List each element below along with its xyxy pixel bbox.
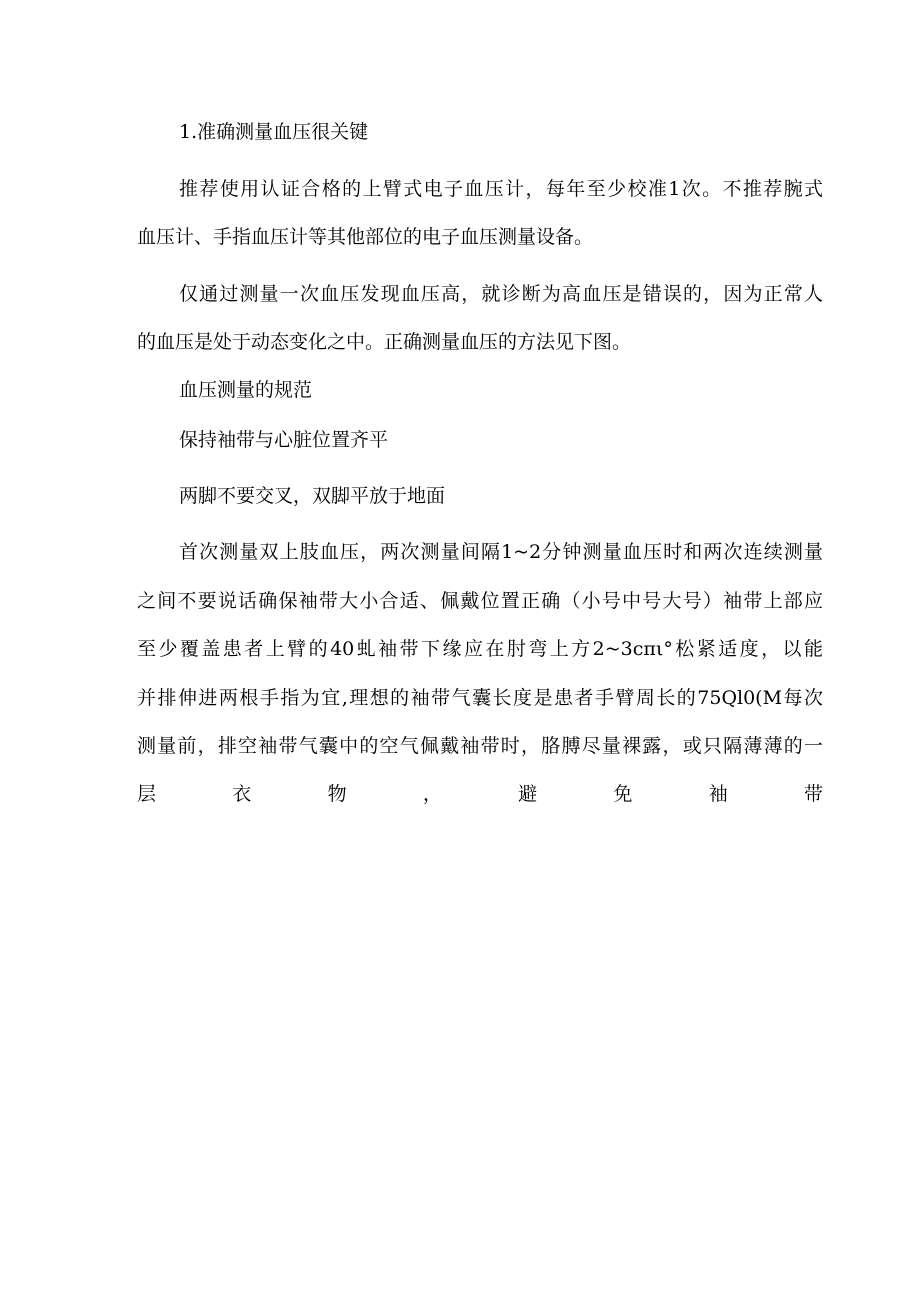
list-item-3: 两脚不要交叉，双脚平放于地面 xyxy=(179,485,446,507)
char-2: 衣 xyxy=(232,783,252,805)
list-item-1: 血压测量的规范 xyxy=(179,379,313,401)
paragraph-2-line-1: 仅通过测量一次血压发现血压高，就诊断为高血压是错误的，因为正常人 xyxy=(179,283,823,305)
paragraph-3-line-1: 首次测量双上肢血压，两次测量间隔1~2分钟测量血压时和两次连续测量 xyxy=(179,541,823,563)
char-4: ， xyxy=(422,783,442,805)
char-8: 带 xyxy=(803,783,823,805)
paragraph-3-line-5: 测量前，排空袖带气囊中的空气佩戴袖带时，胳膊尽量裸露，或只隔薄薄的一 xyxy=(137,735,823,757)
paragraph-3-line-3: 至少覆盖患者上臂的40虬袖带下缘应在肘弯上方2~3cπι°松紧适度，以能 xyxy=(137,638,823,660)
section-heading: 1.准确测量血压很关键 xyxy=(179,121,369,143)
paragraph-3-line-4: 并排伸进两根手指为宜,理想的袖带气囊长度是患者手臂周长的75Ql0(M每次 xyxy=(137,687,823,709)
char-5: 避 xyxy=(518,783,538,805)
char-3: 物 xyxy=(327,783,347,805)
paragraph-3-line-2: 之间不要说话确保袖带大小合适、佩戴位置正确（小号中号大号）袖带上部应 xyxy=(137,590,823,612)
char-1: 层 xyxy=(137,783,157,805)
list-item-2: 保持袖带与心脏位置齐平 xyxy=(179,429,389,451)
paragraph-3-line-6 xyxy=(137,782,823,806)
paragraph-1-line-2: 血压计、手指血压计等其他部位的电子血压测量设备。 xyxy=(137,226,594,248)
paragraph-2-line-2: 的血压是处于动态变化之中。正确测量血压的方法见下图。 xyxy=(137,331,632,353)
char-6: 免 xyxy=(613,783,633,805)
char-7: 袖 xyxy=(708,783,728,805)
paragraph-1-line-1: 推荐使用认证合格的上臂式电子血压计，每年至少校准1次。不推荐腕式 xyxy=(179,178,823,200)
